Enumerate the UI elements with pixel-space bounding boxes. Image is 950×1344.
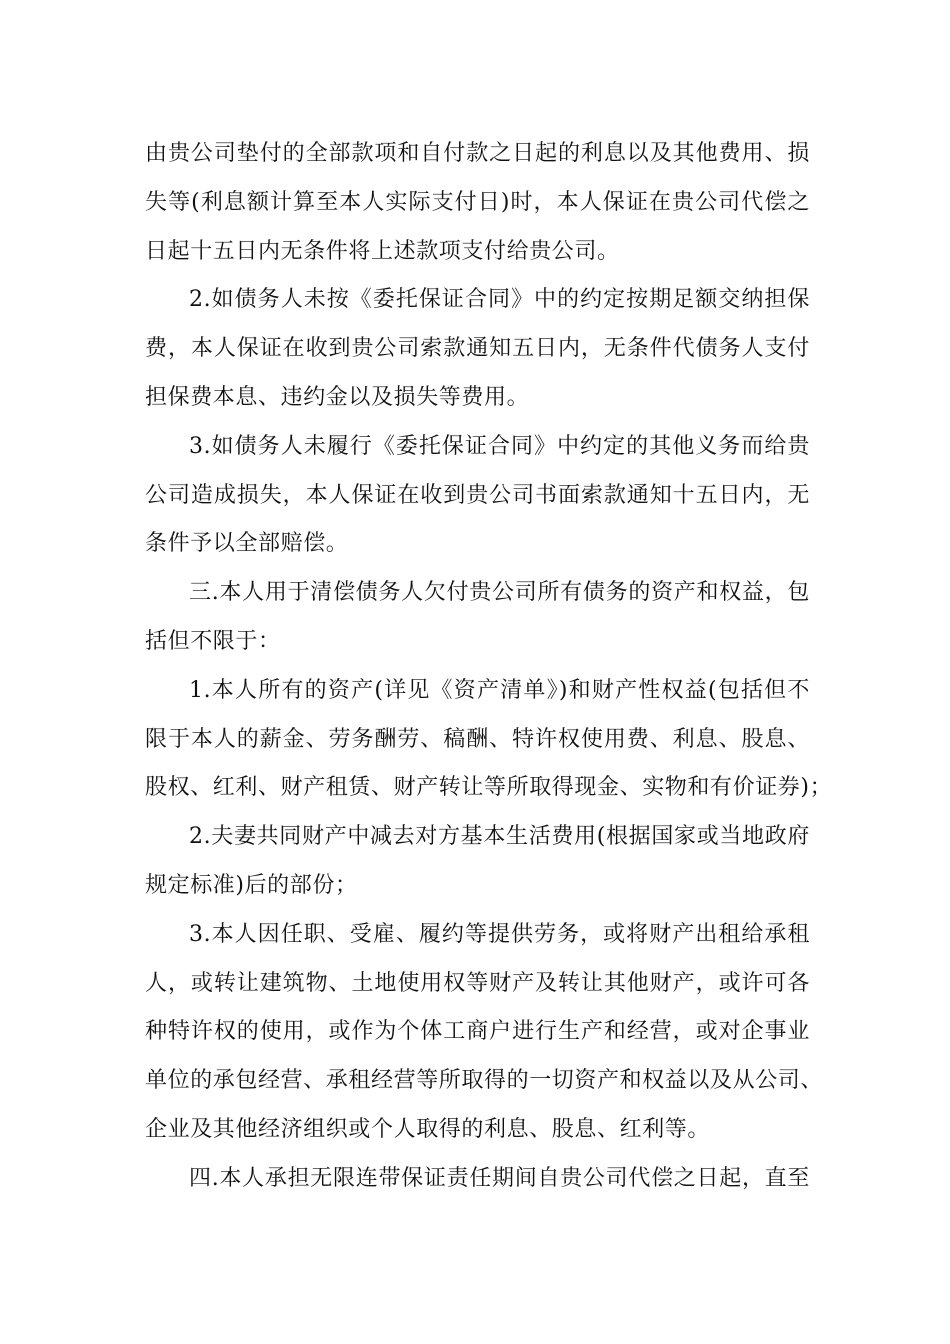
- text-line: 三.本人用于清偿债务人欠付贵公司所有债务的资产和权益，包: [189, 580, 810, 606]
- text-line: 失等(利息额计算至本人实际支付日)时，本人保证在贵公司代偿之: [145, 189, 810, 215]
- text-line: 企业及其他经济组织或个人取得的利息、股息、红利等。: [145, 1116, 711, 1142]
- document-body: [145, 134, 833, 1208]
- text-line: 股权、红利、财产租赁、财产转让等所取得现金、实物和有价证券)；: [145, 775, 833, 801]
- text-line: 费，本人保证在收到贵公司索款通知五日内，无条件代债务人支付: [145, 336, 810, 362]
- text-line: 担保费本息、违约金以及损失等费用。: [145, 384, 530, 410]
- text-line: 括但不限于：: [145, 628, 281, 654]
- text-line: 2.如债务人未按《委托保证合同》中的约定按期足额交纳担保: [189, 287, 810, 313]
- text-line: 1.本人所有的资产(详见《资产清单》)和财产性权益(包括但不: [189, 677, 810, 703]
- text-line: 公司造成损失，本人保证在收到贵公司书面索款通知十五日内，无: [145, 482, 810, 508]
- text-line: 条件予以全部赔偿。: [145, 531, 349, 557]
- text-line: 2.夫妻共同财产中减去对方基本生活费用(根据国家或当地政府: [189, 824, 810, 850]
- text-line: 种特许权的使用，或作为个体工商户进行生产和经营，或对企事业: [145, 1019, 810, 1045]
- text-line: 四.本人承担无限连带保证责任期间自贵公司代偿之日起，直至: [189, 1165, 810, 1191]
- text-line: 3.如债务人未履行《委托保证合同》中约定的其他义务而给贵: [189, 433, 810, 459]
- text-line: 限于本人的薪金、劳务酬劳、稿酬、特许权使用费、利息、股息、: [145, 726, 810, 752]
- text-line: 规定标准)后的部份；: [145, 872, 358, 898]
- text-line: 人，或转让建筑物、土地使用权等财产及转让其他财产，或许可各: [145, 970, 810, 996]
- text-line: 由贵公司垫付的全部款项和自付款之日起的利息以及其他费用、损: [145, 141, 810, 166]
- text-line: 日起十五日内无条件将上述款项支付给贵公司。: [145, 238, 620, 264]
- text-line: 单位的承包经营、承租经营等所取得的一切资产和权益以及从公司、: [145, 1068, 824, 1094]
- text-line: 3.本人因任职、受雇、履约等提供劳务，或将财产出租给承租: [189, 921, 810, 947]
